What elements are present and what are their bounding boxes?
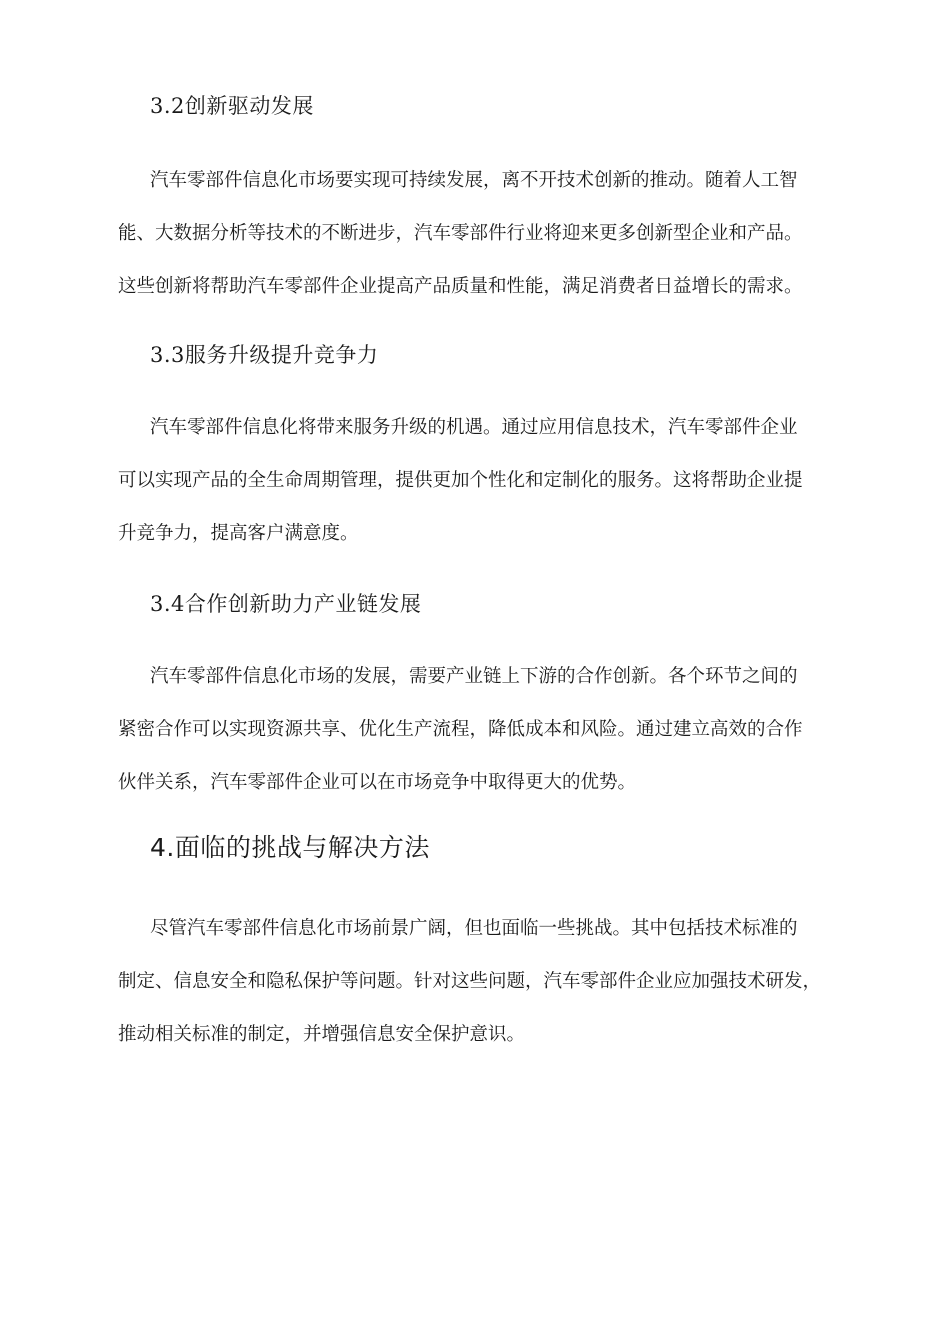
paragraph-line: 汽车零部件信息化市场的发展，需要产业链上下游的合作创新。各个环节之间的 bbox=[150, 666, 798, 687]
section-heading-4: 4.面临的挑战与解决方法 bbox=[150, 833, 430, 862]
paragraph-line: 汽车零部件信息化将带来服务升级的机遇。通过应用信息技术，汽车零部件企业 bbox=[150, 417, 798, 438]
section-paragraph-4 bbox=[118, 916, 838, 1075]
paragraph-line: 伙伴关系，汽车零部件企业可以在市场竞争中取得更大的优势。 bbox=[118, 772, 637, 793]
section-paragraph-3-2 bbox=[118, 168, 838, 327]
paragraph-line: 升竞争力，提高客户满意度。 bbox=[118, 523, 359, 544]
section-paragraph-3-3 bbox=[118, 415, 838, 574]
section-heading-3-4: 3.4合作创新助力产业链发展 bbox=[150, 592, 422, 616]
paragraph-line: 可以实现产品的全生命周期管理，提供更加个性化和定制化的服务。这将帮助企业提 bbox=[118, 470, 803, 491]
paragraph-line: 尽管汽车零部件信息化市场前景广阔，但也面临一些挑战。其中包括技术标准的 bbox=[150, 918, 798, 939]
paragraph-line: 推动相关标准的制定，并增强信息安全保护意识。 bbox=[118, 1024, 526, 1045]
paragraph-line: 制定、信息安全和隐私保护等问题。针对这些问题，汽车零部件企业应加强技术研发， bbox=[118, 971, 822, 992]
paragraph-line: 这些创新将帮助汽车零部件企业提高产品质量和性能，满足消费者日益增长的需求。 bbox=[118, 276, 803, 297]
section-paragraph-3-4 bbox=[118, 664, 838, 823]
paragraph-line: 紧密合作可以实现资源共享、优化生产流程，降低成本和风险。通过建立高效的合作 bbox=[118, 719, 803, 740]
section-heading-3-3: 3.3服务升级提升竞争力 bbox=[150, 343, 379, 367]
section-heading-3-2: 3.2创新驱动发展 bbox=[150, 94, 314, 118]
paragraph-line: 能、大数据分析等技术的不断进步，汽车零部件行业将迎来更多创新型企业和产品。 bbox=[118, 223, 803, 244]
paragraph-line: 汽车零部件信息化市场要实现可持续发展，离不开技术创新的推动。随着人工智 bbox=[150, 170, 798, 191]
